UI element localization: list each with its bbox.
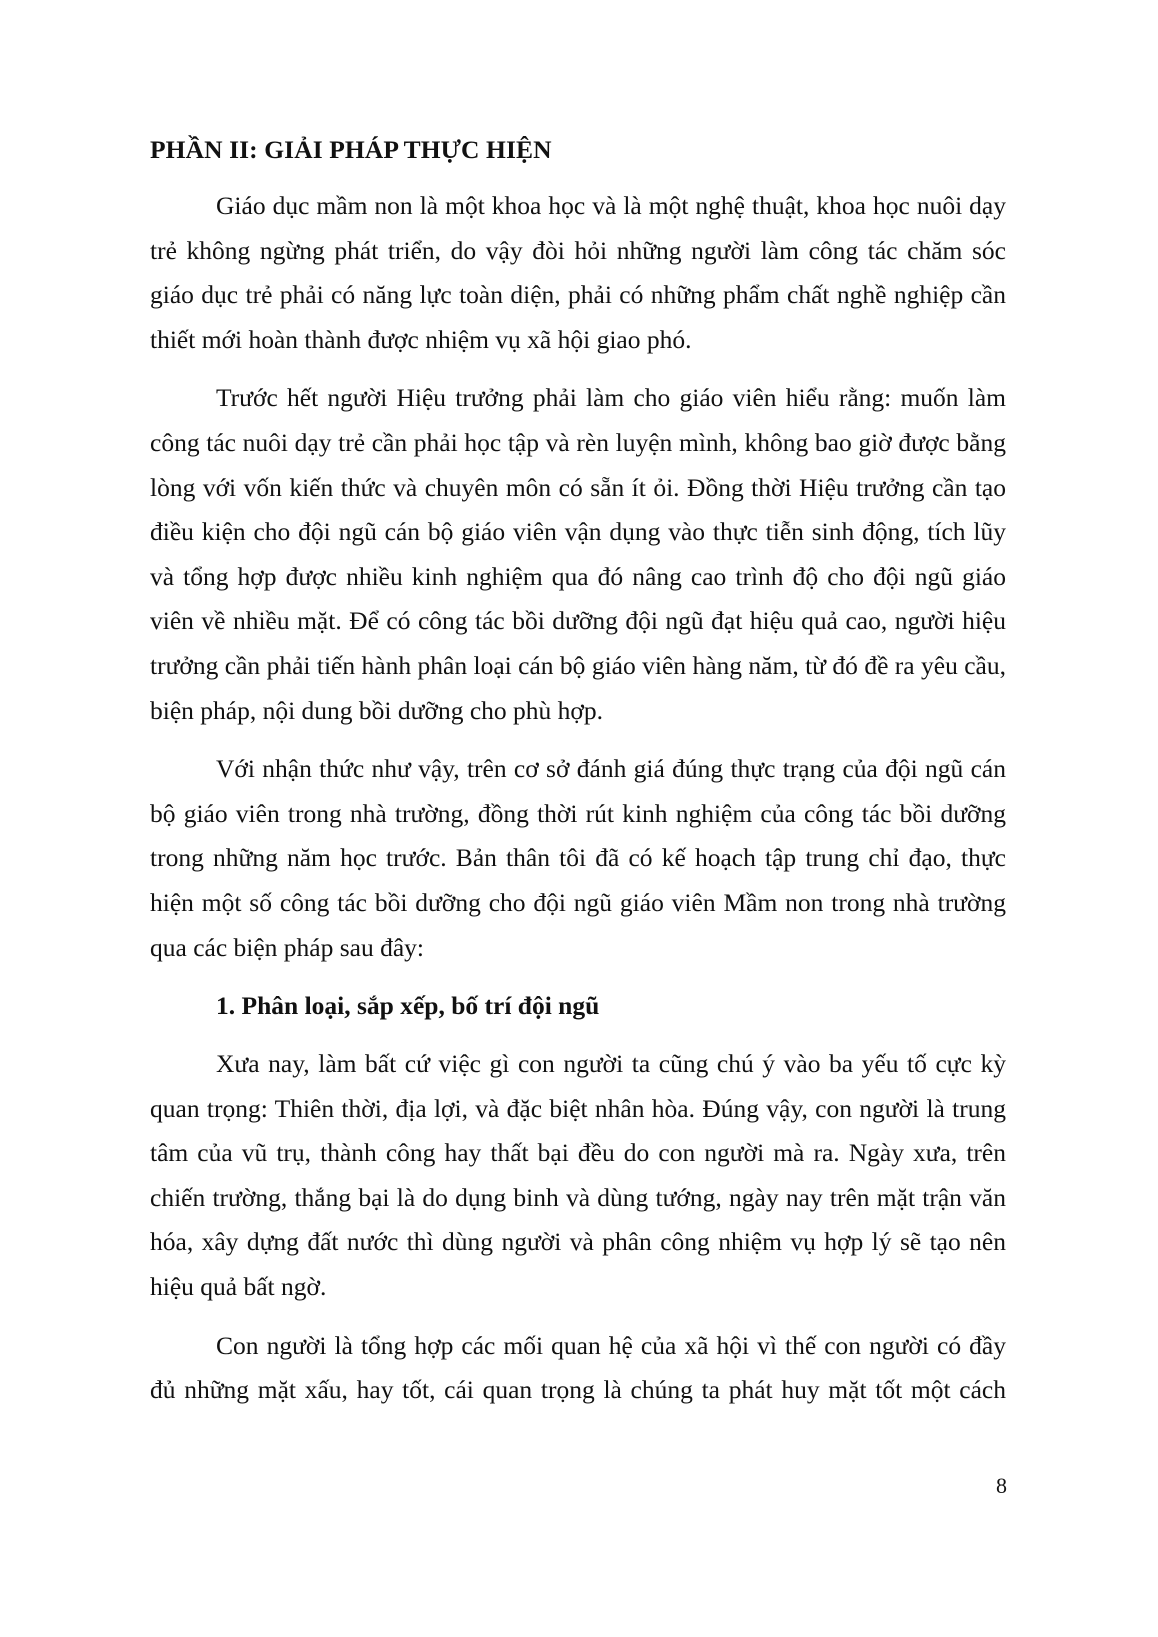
subsection-title: 1. Phân loại, sắp xếp, bố trí đội ngũ: [216, 991, 600, 1021]
page-content: [150, 128, 1006, 1427]
paragraph: Với nhận thức như vậy, trên cơ sở đánh giá đúng thực trạng của đội ngũ cán bộ giáo viên trong nhà trường, đồng thời rút kinh nghiệm của công tác bồi dưỡng trong những năm học trước. Bản thân tôi đã có kế hoạch tập trung chỉ đạo, thực hiện một số công tác bồi dưỡng cho đội ngũ giáo viên Mầm non trong nhà trường qua các biện pháp sau đây:: [150, 754, 1006, 962]
section-title: PHẦN II: GIẢI PHÁP THỰC HIỆN: [150, 135, 552, 164]
paragraph: Trước hết người Hiệu trưởng phải làm cho giáo viên hiểu rằng: muốn làm công tác nuôi dạy trẻ cần phải học tập và rèn luyện mình, không bao giờ được bằng lòng với vốn kiến thức và chuyên môn có sẵn ít ỏi. Đồng thời Hiệu trưởng cần tạo điều kiện cho đội ngũ cán bộ giáo viên vận dụng vào thực tiễn sinh động, tích lũy và tổng hợp được nhiều kinh nghiệm qua đó nâng cao trình độ cho đội ngũ giáo viên về nhiều mặt. Để có công tác bồi dưỡng đội ngũ đạt hiệu quả cao, người hiệu trưởng cần phải tiến hành phân loại cán bộ giáo viên hàng năm, từ đó đề ra yêu cầu, biện pháp, nội dung bồi dưỡng cho phù hợp.: [150, 383, 1006, 725]
paragraph: Con người là tổng hợp các mối quan hệ của xã hội vì thế con người có đầy đủ những mặt xấu, hay tốt, cái quan trọng là chúng ta phát huy mặt tốt một cách: [150, 1330, 1006, 1405]
page-number: 8: [996, 1473, 1007, 1498]
paragraph: Giáo dục mầm non là một khoa học và là một nghệ thuật, khoa học nuôi dạy trẻ không ngừng phát triển, do vậy đòi hỏi những người làm công tác chăm sóc giáo dục trẻ phải có năng lực toàn diện, phải có những phẩm chất nghề nghiệp cần thiết mới hoàn thành được nhiệm vụ xã hội giao phó.: [150, 191, 1006, 354]
paragraph: Xưa nay, làm bất cứ việc gì con người ta cũng chú ý vào ba yếu tố cực kỳ quan trọng: Thiên thời, địa lợi, và đặc biệt nhân hòa. Đúng vậy, con người là trung tâm của vũ trụ, thành công hay thất bại đều do con người mà ra. Ngày xưa, trên chiến trường, thắng bại là do dụng binh và dùng tướng, ngày nay trên mặt trận văn hóa, xây dựng đất nước thì dùng người và phân công nhiệm vụ hợp lý sẽ tạo nên hiệu quả bất ngờ.: [150, 1049, 1006, 1302]
